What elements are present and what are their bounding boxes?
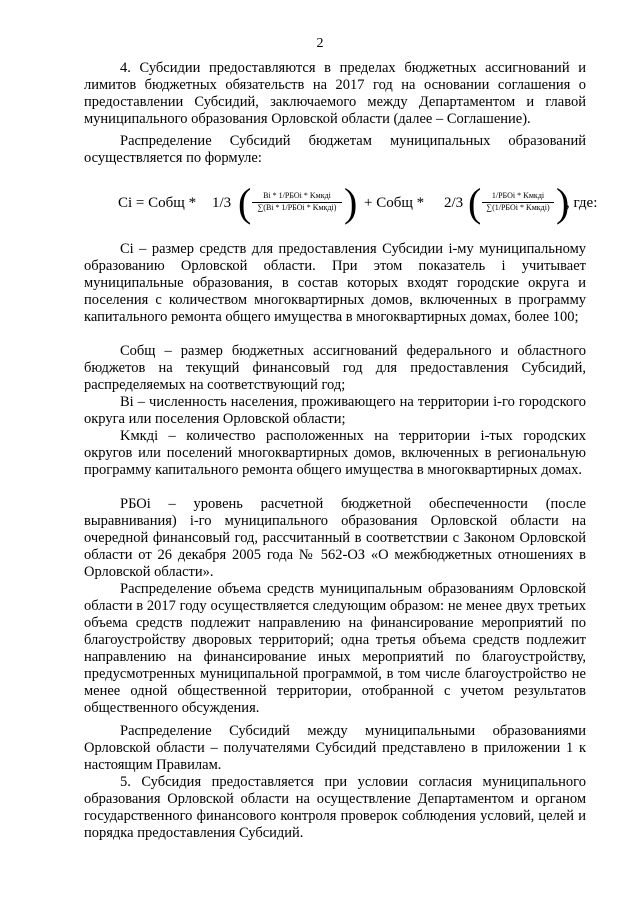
paragraph-funds-distribution: Распределение объема средств муниципальным образованиям Орловской области в 2017 году осуществляется следующим образом: не менее двух третьих объема средств подлежит направлению на финансирование мероприятий по благоустройству дворовых территорий; одна третья объема средств подлежит направлению на финансирование иных мероприятий по благоустройству, предусмотренных муниципальной программой, в том числе благоустройство не менее одной общественной территории, отобранной с учетом результатов общественного обсуждения. (84, 581, 586, 716)
paragraph-subsidy-conditions: 5. Субсидия предоставляется при условии согласия муниципального образования Орловской области на осуществление Департаментом и органом государственного финансового контроля проверок соблюдения условий, целей и порядка предоставления Субсидий. (84, 774, 586, 841)
paragraph-definition-rbo: РБОi – уровень расчетной бюджетной обеспеченности (после выравнивания) i-го муниципального образования Орловской области на очередной финансовый год, рассчитанный в соответствии с Законом Орловской области от 26 декабря 2005 года № 562-ОЗ «О межбюджетных отношениях в Орловской области». (84, 496, 586, 580)
paragraph-definition-sobsh: Собщ – размер бюджетных ассигнований федерального и областного бюджетов на текущий финансовый год для предоставления Субсидий, распределяемых на соответствующий год; (84, 343, 586, 393)
paragraph-subsidy-limits: 4. Субсидии предоставляются в пределах бюджетных ассигнований и лимитов бюджетных обязательств на 2017 год на основании соглашения о предоставлении Субсидий, заключаемого между Департаментом и главой муниципального образования Орловской области (далее – Соглашение). (84, 60, 586, 127)
paragraph-definition-ci: Ci – размер средств для предоставления Субсидии i-му муниципальному образованию Орловской области. При этом показатель i учитывает муниципальные образования, в состав которых входят городские округа и поселения с количеством многоквартирных домов, включенных в программу капитального ремонта общего имущества в многоквартирных домах, более 100; (84, 241, 586, 325)
paragraph-distribution-intro: Распределение Субсидий бюджетам муниципальных образований осуществляется по формуле: (84, 133, 586, 166)
formula-plus-part: + Собщ * (364, 195, 425, 211)
formula-fraction-1-denominator: ∑(Bi * 1/РБОi * Kмкдi) (257, 203, 337, 212)
formula-lhs: Ci = Собщ * (118, 195, 197, 211)
formula-fraction-1-numerator: Bi * 1/РБОi * Kмкдi (252, 191, 342, 203)
paragraph-definition-bi: Bi – численность населения, проживающего на территории i-го городского округа или поселения Орловской области; (84, 394, 586, 427)
formula-fraction-2-numerator: 1/РБОi * Kмкдi (482, 191, 554, 203)
distribution-formula: Ci = Собщ * 1/3 ( Bi * 1/РБОi * Kмкдi ∑(Bi * 1/РБОi * Kмкдi) ) + Собщ * 2/3 ( 1/РБОi * Kмкдi ∑(1/РБОi * Kмкдi) ) , где: (118, 180, 598, 225)
page-number: 2 (316, 36, 324, 51)
formula-fraction-1 (252, 191, 342, 213)
formula-fraction-2-denominator: ∑(1/РБОi * Kмкдi) (486, 203, 550, 212)
formula-coef-two-thirds: 2/3 (444, 195, 464, 211)
paragraph-appendix-reference: Распределение Субсидий между муниципальными образованиями Орловской области – получателями Субсидий представлено в приложении 1 к настоящим Правилам. (84, 723, 586, 773)
paragraph-definition-kmkd: Kмкдi – количество расположенных на территории i-тых городских округов или поселений многоквартирных домов, включенных в региональную программу капитального ремонта общего имущества в многоквартирных домах. (84, 428, 586, 478)
formula-tail: , где: (566, 195, 598, 211)
formula-coef-one-third: 1/3 (212, 195, 232, 211)
formula-fraction-2 (482, 191, 554, 213)
